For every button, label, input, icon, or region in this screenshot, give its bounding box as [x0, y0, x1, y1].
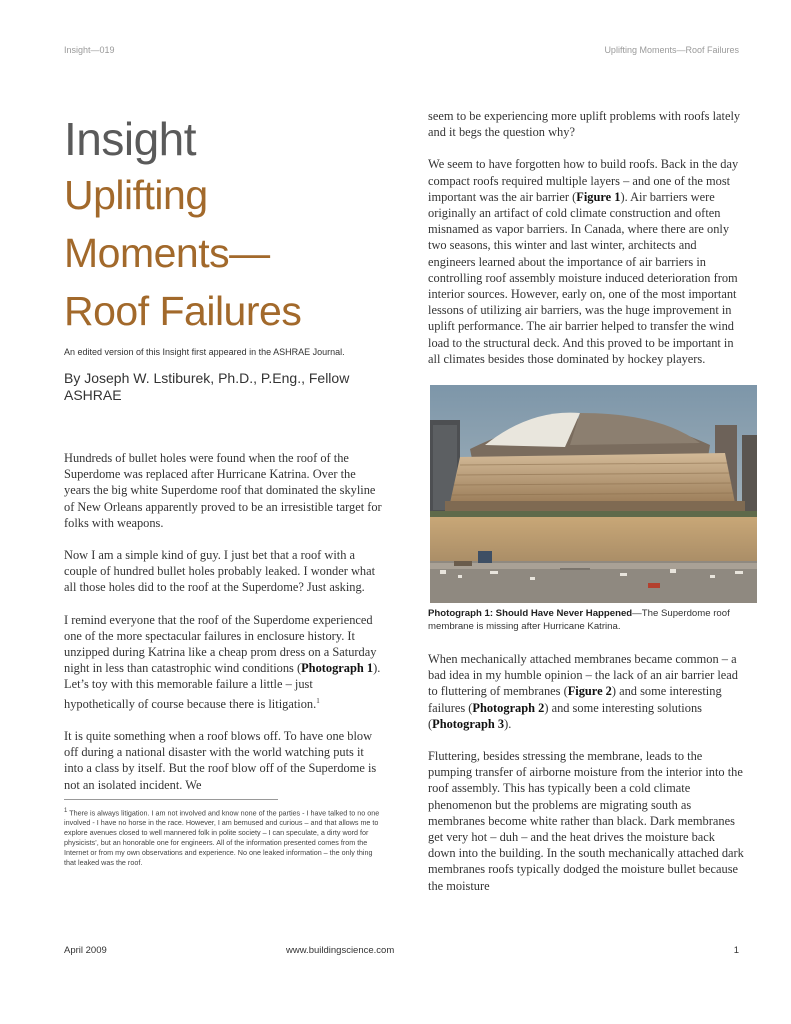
article-title-line-1: Uplifting	[64, 172, 208, 218]
photo-caption: Photograph 1: Should Have Never Happened—The Superdome roof membrane is missing after Hurricane Katrina.	[428, 608, 730, 633]
page-number: 1	[733, 945, 739, 956]
paragraph: It is quite something when a roof blows off. To have one blow off during a national disaster with the world watching puts it into a class by itself. But the roof blow off of the Superdome is not an isolated incident. We	[64, 728, 377, 792]
byline: By Joseph W. Lstiburek, Ph.D., P.Eng., Fellow ASHRAE	[64, 370, 350, 403]
photograph-1-reference: Photograph 1	[301, 661, 374, 676]
series-title: Insight	[64, 113, 197, 165]
running-header-left: Insight—019	[64, 45, 115, 55]
photograph-2-reference: Photograph 2	[472, 700, 545, 715]
paragraph: Fluttering, besides stressing the membrane, leads to the pumping transfer of airborne moisture from the interior into the roof assembly. This has typically been a cold climate phenomenon but the problems are migrating south as membranes become white rather than black. Dark membranes get very hot – duh – and the heat drives the moisture back down into the building. In the south mechanically attached dark membranes roofs typically dodged the moisture bullet because the moisture	[428, 749, 744, 893]
footer-website: www.buildingscience.com	[286, 945, 395, 956]
footnote-marker: 1	[316, 696, 320, 705]
footnote-divider	[64, 799, 278, 800]
article-title-line-2: Moments—	[64, 230, 270, 276]
paragraph: Now I am a simple kind of guy. I just bet that a roof with a couple of hundred bullet holes probably leaked. I wonder what all those holes did to the roof at the Superdome? Just asking.	[64, 548, 376, 595]
paragraph: Hundreds of bullet holes were found when the roof of the Superdome was replaced after Hurricane Katrina. Over the years the big white Superdome roof that dominated the skyline of New Orleans apparently proved to be an irresistible target for folks with weapons.	[64, 451, 382, 530]
article-title-line-3: Roof Failures	[64, 288, 302, 334]
paragraph: We seem to have forgotten how to build roofs. Back in the day compact roofs required multiple layers – and one of the most important was the air barrier (Figure 1). Air barriers were originally an artifact of cold climate construction and often misnamed as vapor barriers. In Canada, where there are only two seasons, this winter and last winter, architects and engineers learned about the importance of air barriers in controlling roof assembly moisture induced deterioration from interior sources. However, early on, one of the most important lessons of utilizing air barriers, was the huge improvement in uplift performance. The air barrier helped to transfer the wind load to the structural deck. And this proved to be important in all climates besides those dominated by hockey players.	[428, 157, 739, 366]
running-header-right: Uplifting Moments—Roof Failures	[604, 45, 739, 55]
figure-1-reference: Figure 1	[576, 189, 621, 204]
footer-date: April 2009	[64, 945, 107, 956]
superdome-photograph	[430, 385, 757, 603]
photograph-3-reference: Photograph 3	[432, 716, 505, 731]
footnote: $^1$ There is always litigation. I am not involved and know none of the parties - I have talked to no one involved - I have no horse in the race. However, I am bemused and curious – and that allows me to explore avenues closed to well mannered folk in polite society – I can speculate, a dirty word for physicists’, but an honorable one for engineers. All of the information presented comes from the Internet or from my own observations and experience. No one leaked information – the only thing that leaked was the roof.	[64, 807, 380, 868]
left-column	[64, 108, 382, 868]
right-body-text	[428, 108, 744, 367]
paragraph: seem to be experiencing more uplift problems with roofs lately and it begs the question why?	[428, 109, 741, 140]
photo-caption-label: Photograph 1: Should Have Never Happened	[428, 608, 633, 620]
edited-version-note: An edited version of this Insight first appeared in the ASHRAE Journal.	[64, 347, 345, 357]
figure-2-reference: Figure 2	[567, 684, 612, 699]
paragraph: I remind everyone that the roof of the Superdome experienced one of the more spectacular failures in enclosure history. It unzipped during Katrina like a cheap prom dress on a Saturday night in less than catastrophic wind conditions (Photograph 1). Let’s toy with this memorable failure a little – just hypothetically of course because there is litigation.$^1$	[64, 612, 381, 711]
right-column	[428, 108, 744, 910]
right-body-text-continued	[428, 651, 744, 894]
left-body-text	[64, 450, 382, 793]
paragraph: When mechanically attached membranes became common – a bad idea in my humble opinion – the lack of an air barrier lead to fluttering of membranes (Figure 2) and some interesting failures (Photograph 2) and some interesting solutions (Photograph 3).	[428, 652, 739, 731]
